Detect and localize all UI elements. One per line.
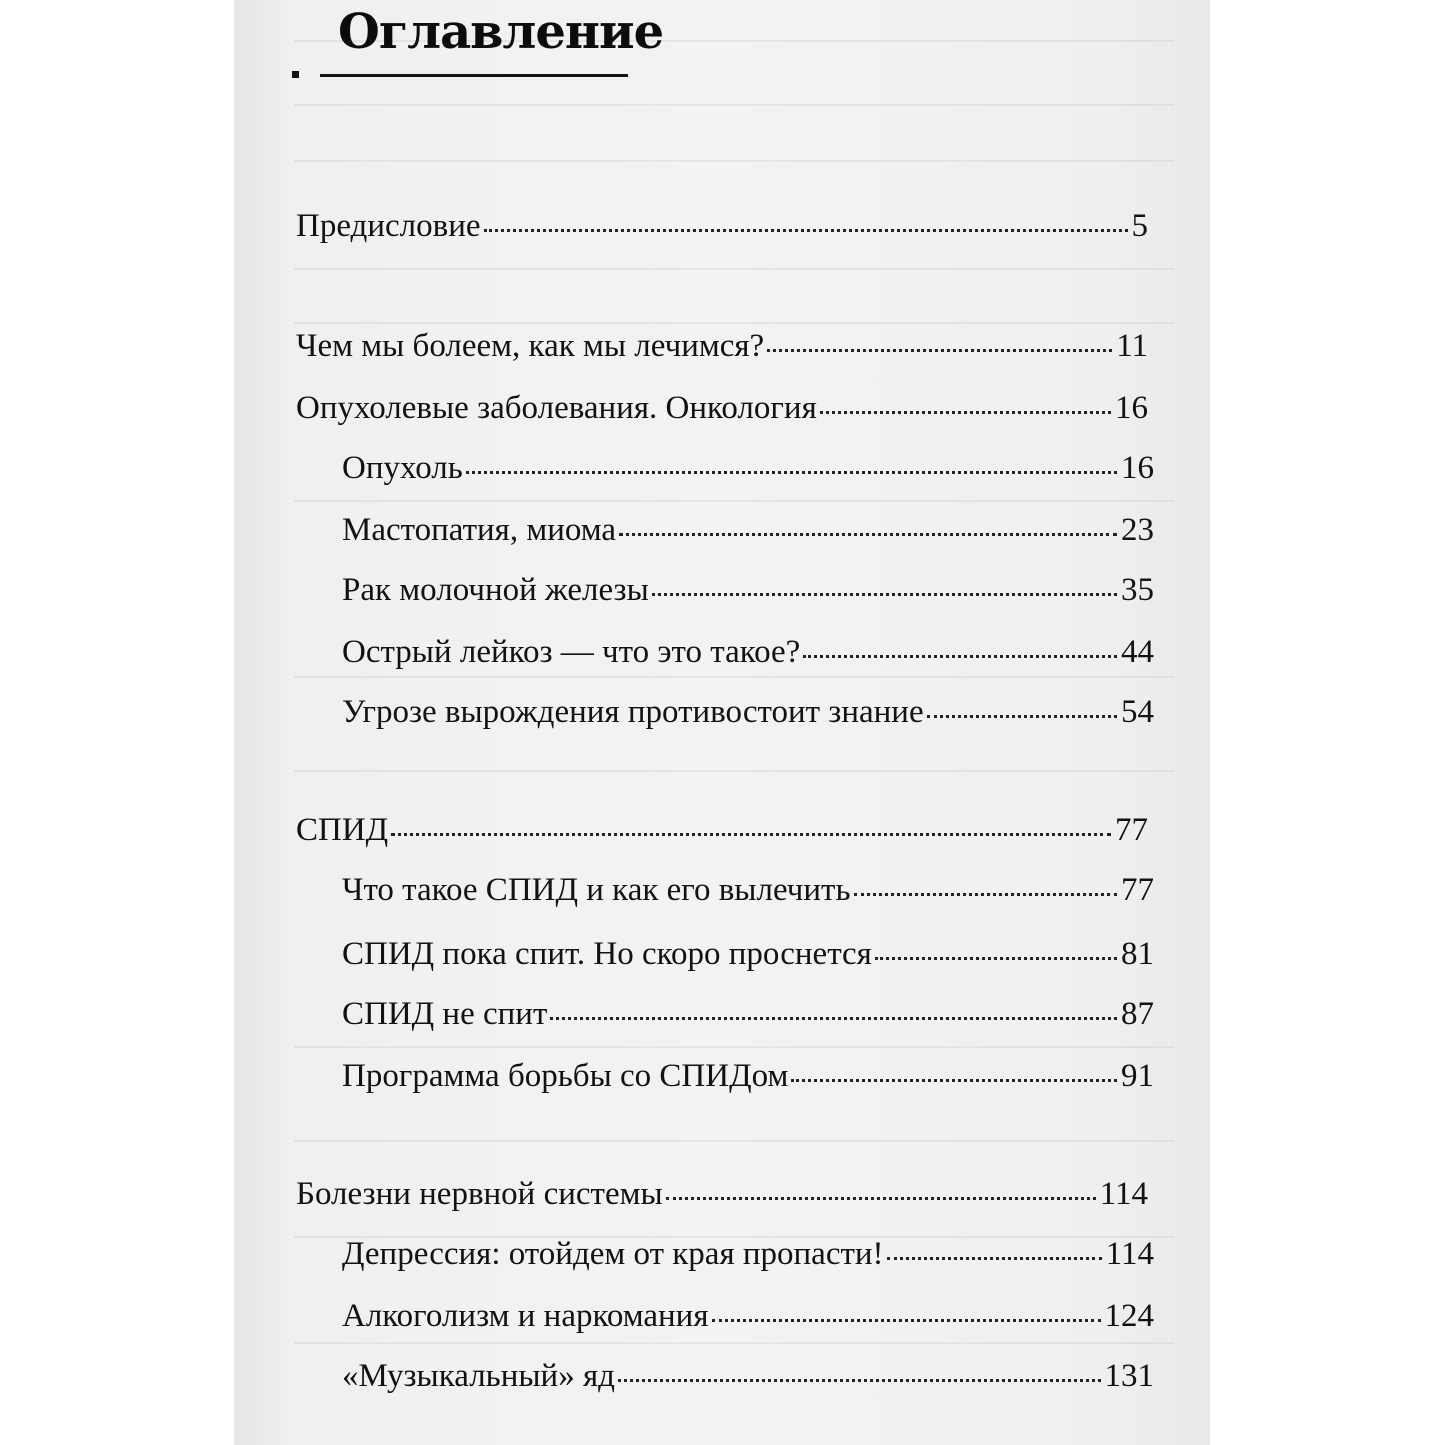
toc-entry[interactable] [296, 208, 1148, 245]
toc-page-number: 114 [1105, 1236, 1154, 1272]
toc-entry-title: СПИД [296, 812, 389, 848]
toc-page-number: 77 [1121, 872, 1154, 908]
dot-leader [854, 891, 1117, 896]
dot-leader [791, 1077, 1117, 1082]
toc-entry-title: Опухоль [342, 450, 463, 486]
toc-page-number: 23 [1121, 512, 1154, 548]
dot-leader [484, 227, 1128, 232]
toc-entry-title: Мастопатия, миома [342, 512, 617, 548]
toc-entry-title: Острый лейкоз — что это такое? [342, 634, 801, 670]
bleed-through-line [294, 1342, 1174, 1344]
toc-entry-title: Депрессия: отойдем от края пропасти! [342, 1236, 884, 1272]
title-bullet [292, 71, 299, 78]
toc-subentry[interactable] [342, 936, 1154, 973]
toc-page-number: 91 [1121, 1058, 1154, 1094]
title-underline [320, 74, 628, 77]
toc-entry[interactable] [296, 1176, 1148, 1213]
toc-page-number: 124 [1104, 1298, 1154, 1334]
bleed-through-line [294, 268, 1174, 270]
toc-subentry[interactable] [342, 872, 1154, 909]
toc-page-number: 44 [1121, 634, 1154, 670]
toc-entry[interactable] [296, 812, 1148, 849]
toc-page-number: 16 [1121, 450, 1154, 486]
toc-page-number: 77 [1115, 812, 1148, 848]
toc-page-number: 131 [1104, 1358, 1154, 1394]
toc-page-number: 11 [1116, 328, 1148, 364]
page-title: Оглавление [338, 4, 664, 60]
toc-entry-title: «Музыкальный» яд [342, 1358, 615, 1394]
toc-subentry[interactable] [342, 512, 1154, 549]
dot-leader [712, 1317, 1101, 1322]
toc-entry-title: СПИД не спит [342, 996, 548, 1032]
toc-subentry[interactable] [342, 572, 1154, 609]
bleed-through-line [294, 104, 1174, 106]
dot-leader [652, 591, 1117, 596]
toc-entry-title: Предисловие [296, 208, 481, 244]
toc-page-number: 81 [1121, 936, 1154, 972]
toc-entry-title: Что такое СПИД и как его вылечить [342, 872, 851, 908]
toc-subentry[interactable] [342, 634, 1154, 671]
toc-subentry[interactable] [342, 1058, 1154, 1095]
dot-leader [618, 1377, 1101, 1382]
toc-entry-title: Опухолевые заболевания. Онкология [296, 390, 817, 426]
toc-subentry[interactable] [342, 694, 1154, 731]
toc-entry[interactable] [296, 328, 1148, 365]
dot-leader [803, 653, 1117, 658]
bleed-through-line [294, 1140, 1174, 1142]
dot-leader [619, 531, 1117, 536]
dot-leader [666, 1195, 1096, 1200]
dot-leader [767, 347, 1112, 352]
dot-leader [550, 1015, 1117, 1020]
dot-leader [391, 831, 1111, 836]
toc-entry[interactable] [296, 390, 1148, 427]
toc-subentry[interactable] [342, 1298, 1154, 1335]
toc-page-number: 5 [1131, 208, 1148, 244]
bleed-through-line [294, 676, 1174, 678]
toc-page-number: 35 [1121, 572, 1154, 608]
bleed-through-line [294, 1046, 1174, 1048]
dot-leader [887, 1255, 1102, 1260]
toc-subentry[interactable] [342, 450, 1154, 487]
dot-leader [820, 409, 1111, 414]
toc-entry-title: Чем мы болеем, как мы лечимся? [296, 328, 765, 364]
toc-page-number: 54 [1121, 694, 1154, 730]
dot-leader [927, 713, 1117, 718]
dot-leader [875, 955, 1117, 960]
toc-entry-title: СПИД пока спит. Но скоро проснется [342, 936, 872, 972]
bleed-through-line [294, 160, 1174, 162]
toc-entry-title: Программа борьбы со СПИДом [342, 1058, 789, 1094]
toc-entry-title: Угрозе вырождения противостоит знание [342, 694, 924, 730]
bleed-through-line [294, 322, 1174, 324]
toc-entry-title: Болезни нервной системы [296, 1176, 663, 1212]
toc-page-number: 114 [1099, 1176, 1148, 1212]
toc-page-number: 16 [1115, 390, 1148, 426]
book-page [234, 0, 1210, 1445]
toc-entry-title: Рак молочной железы [342, 572, 649, 608]
toc-page-number: 87 [1121, 996, 1154, 1032]
toc-subentry[interactable] [342, 996, 1154, 1033]
toc-entry-title: Алкоголизм и наркомания [342, 1298, 709, 1334]
toc-subentry[interactable] [342, 1236, 1154, 1273]
bleed-through-line [294, 500, 1174, 502]
bleed-through-line [294, 770, 1174, 772]
toc-subentry[interactable] [342, 1358, 1154, 1395]
dot-leader [466, 469, 1117, 474]
